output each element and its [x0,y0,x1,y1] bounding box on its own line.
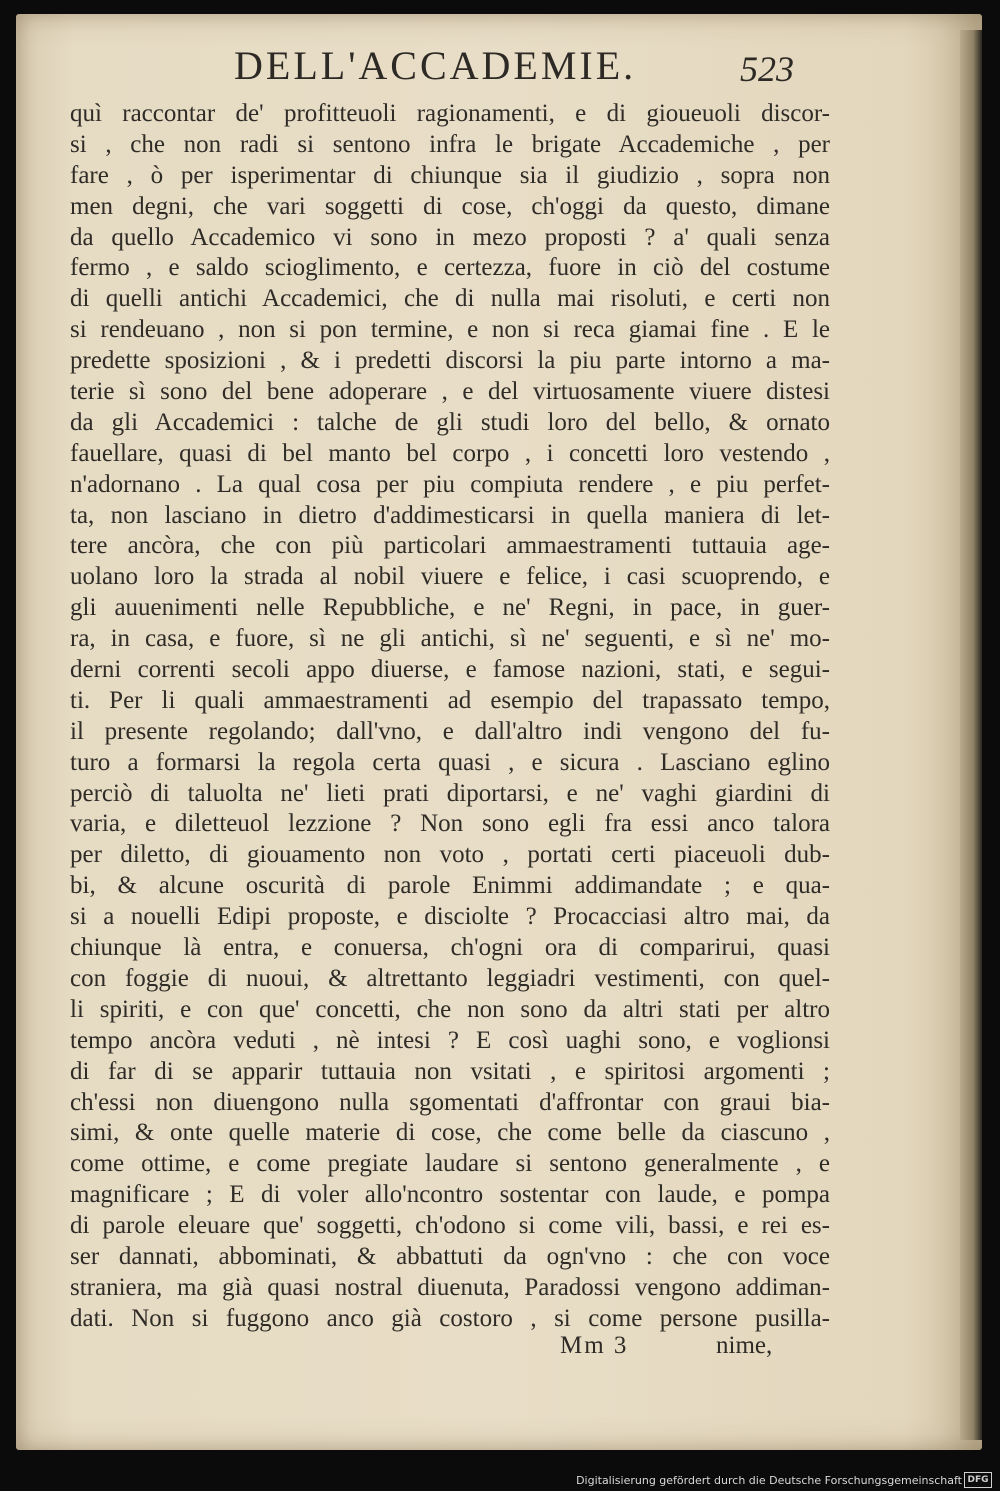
text-line: fare , ò per isperimentar di chiunque sia il giudizio , sopra non [70,161,830,189]
text-line: si , che non radi si sentono infra le brigate Accademiche , per [70,130,830,158]
dfg-logo: DFG [964,1472,992,1488]
text-line: bi, & alcune oscurità di parole Enimmi addimandate ; e qua- [70,872,830,900]
text-line: predette sposizioni , & i predetti discorsi la piu parte intorno a ma- [70,347,830,375]
catchword: nime, [716,1332,773,1359]
text-line: dati. Non si fuggono anco già costoro , si come persone pusilla- [70,1304,830,1332]
text-line: chiunque là entra, e conuersa, ch'ogni ora di comparirui, quasi [70,934,830,962]
text-line: straniera, ma già quasi nostral diuenuta, Paradossi vengono addiman- [70,1273,830,1301]
text-line: di far di se apparir tuttauia non vsitati , e spiritosi argomenti ; [70,1057,830,1085]
text-line: men degni, che vari soggetti di cose, ch'oggi da questo, dimane [70,192,830,220]
text-line: terie sì sono del bene adoperare , e del virtuosamente viuere distesi [70,378,830,406]
text-line: ser dannati, abbominati, & abbattuti da ogn'vno : che con voce [70,1242,830,1270]
text-line: fermo , e saldo scioglimento, e certezza, fuore in ciò del costume [70,254,830,282]
signature-mark: Mm 3 [560,1332,629,1359]
running-title: DELL'ACCADEMIE. [234,43,637,88]
text-line: ta, non lasciano in dietro d'addimesticarsi in quella maniera di let- [70,501,830,529]
text-line: di parole eleuare que' soggetti, ch'odono si come vili, bassi, e rei es- [70,1212,830,1240]
text-line: derni correnti secoli appo diuerse, e famose nazioni, stati, e segui- [70,656,830,684]
text-line: gli auuenimenti nelle Repubbliche, e ne' Regni, in pace, in guer- [70,594,830,622]
text-line: si a nouelli Edipi proposte, e disciolte ? Procacciasi altro mai, da [70,903,830,931]
text-line: si rendeuano , non si pon termine, e non si reca giamai fine . E le [70,316,830,344]
text-line: ti. Per li quali ammaestramenti ad esempio del trapassato tempo, [70,686,830,714]
text-line: da gli Accademici : talche de gli studi loro del bello, & ornato [70,408,830,436]
page-edge-shadow [960,30,982,1440]
text-line: il presente regolando; dall'vno, e dall'altro indi vengono del fu- [70,717,830,745]
text-line: uolano loro la strada al nobil viuere e felice, i casi scuoprendo, e [70,563,830,591]
text-line: come ottime, e come pregiate laudare si sentono generalmente , e [70,1150,830,1178]
text-line: da quello Accademico vi sono in mezo proposti ? a' quali senza [70,223,830,251]
text-line: tempo ancòra veduti , nè intesi ? E così uaghi sono, e voglionsi [70,1026,830,1054]
text-line: turo a formarsi la regola certa quasi , e sicura . Lasciano eglino [70,748,830,776]
body-text [70,99,830,1335]
text-line: magnificare ; E di voler allo'ncontro sostentar con laude, e pompa [70,1181,830,1209]
text-line: varia, e diletteuol lezzione ? Non sono egli fra essi anco talora [70,810,830,838]
text-line: ch'essi non diuengono nulla sgomentati d'affrontar con graui bia- [70,1088,830,1116]
text-line: quì raccontar de' profitteuoli ragionamenti, e di gioueuoli discor- [70,100,830,127]
text-line: di quelli antichi Accademici, che di nulla mai risoluti, e certi non [70,285,830,313]
digitization-credit: Digitalisierung gefördert durch die Deutsche Forschungsgemeinschaft [576,1474,962,1487]
text-line: perciò di taluolta ne' lieti prati diportarsi, e ne' vaghi giardini di [70,779,830,807]
text-line: ra, in casa, e fuore, sì ne gli antichi, sì ne' seguenti, e sì ne' mo- [70,625,830,653]
text-line: tere ancòra, che con più particolari ammaestramenti tuttauia age- [70,532,830,560]
text-line: n'adornano . La qual cosa per piu compiuta rendere , e piu perfet- [70,470,830,498]
text-line: fauellare, quasi di bel manto bel corpo , i concetti loro vestendo , [70,439,830,467]
page-number: 523 [740,49,794,89]
text-line: li spiriti, e con que' concetti, che non sono da altri stati per altro [70,995,830,1023]
running-header [234,42,824,92]
text-line: con foggie di nuoui, & altrettanto leggiadri vestimenti, con quel- [70,964,830,992]
page-footer [560,1332,820,1366]
text-line: simi, & onte quelle materie di cose, che come belle da ciascuno , [70,1119,830,1147]
text-line: per diletto, di giouamento non voto , portati certi piaceuoli dub- [70,841,830,869]
